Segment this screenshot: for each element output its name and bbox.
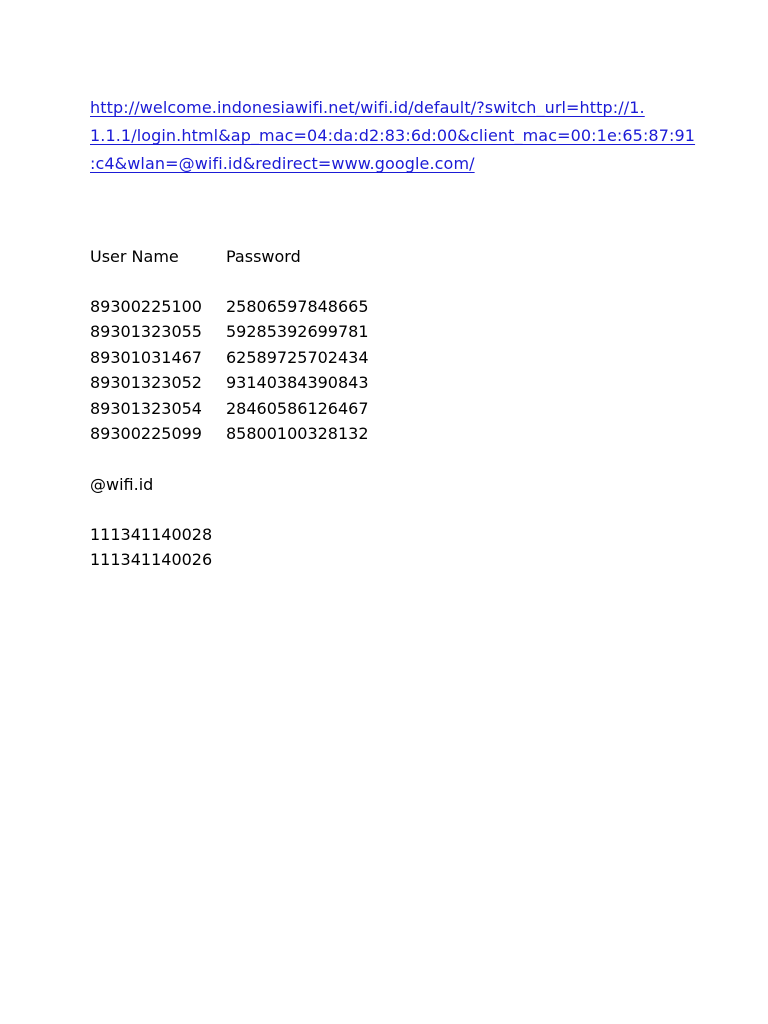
credential-user: 89300225099 — [90, 423, 202, 443]
credential-row — [90, 345, 369, 370]
url-line-1[interactable]: http://welcome.indonesiawifi.net/wifi.id/default/?switch_url=http://1. — [90, 98, 645, 117]
url-line-2[interactable]: 1.1.1/login.html&ap_mac=04:da:d2:83:6d:00&client_mac=00:1e:65:87:91 — [90, 126, 696, 145]
credential-password: 85800100328132 — [226, 423, 369, 443]
credential-password: 59285392699781 — [226, 322, 369, 342]
credentials-list — [90, 294, 369, 446]
credential-password: 93140384390843 — [226, 373, 369, 393]
user-name-header: User Name — [90, 247, 179, 266]
credential-row — [90, 294, 369, 319]
id-item: 111341140028 — [90, 525, 213, 544]
credential-user: 89301031467 — [90, 347, 202, 367]
login-url-link[interactable] — [90, 94, 696, 178]
credentials-header — [90, 244, 301, 270]
credential-password: 28460586126467 — [226, 398, 369, 418]
credential-password: 25806597848665 — [226, 297, 369, 316]
credential-row — [90, 421, 369, 446]
credential-user: 89301323055 — [90, 322, 202, 342]
url-line-3[interactable]: :c4&wlan=@wifi.id&redirect=www.google.com/ — [90, 154, 475, 173]
credential-user: 89301323052 — [90, 373, 202, 393]
id-item: 111341140026 — [90, 550, 213, 570]
domain-suffix: @wifi.id — [90, 475, 154, 494]
password-header: Password — [226, 247, 301, 266]
credential-row — [90, 370, 369, 395]
credential-user: 89300225100 — [90, 297, 202, 316]
credential-row — [90, 396, 369, 421]
credential-row — [90, 319, 369, 344]
id-list — [90, 522, 212, 573]
credential-user: 89301323054 — [90, 398, 202, 418]
credential-password: 62589725702434 — [226, 347, 369, 367]
